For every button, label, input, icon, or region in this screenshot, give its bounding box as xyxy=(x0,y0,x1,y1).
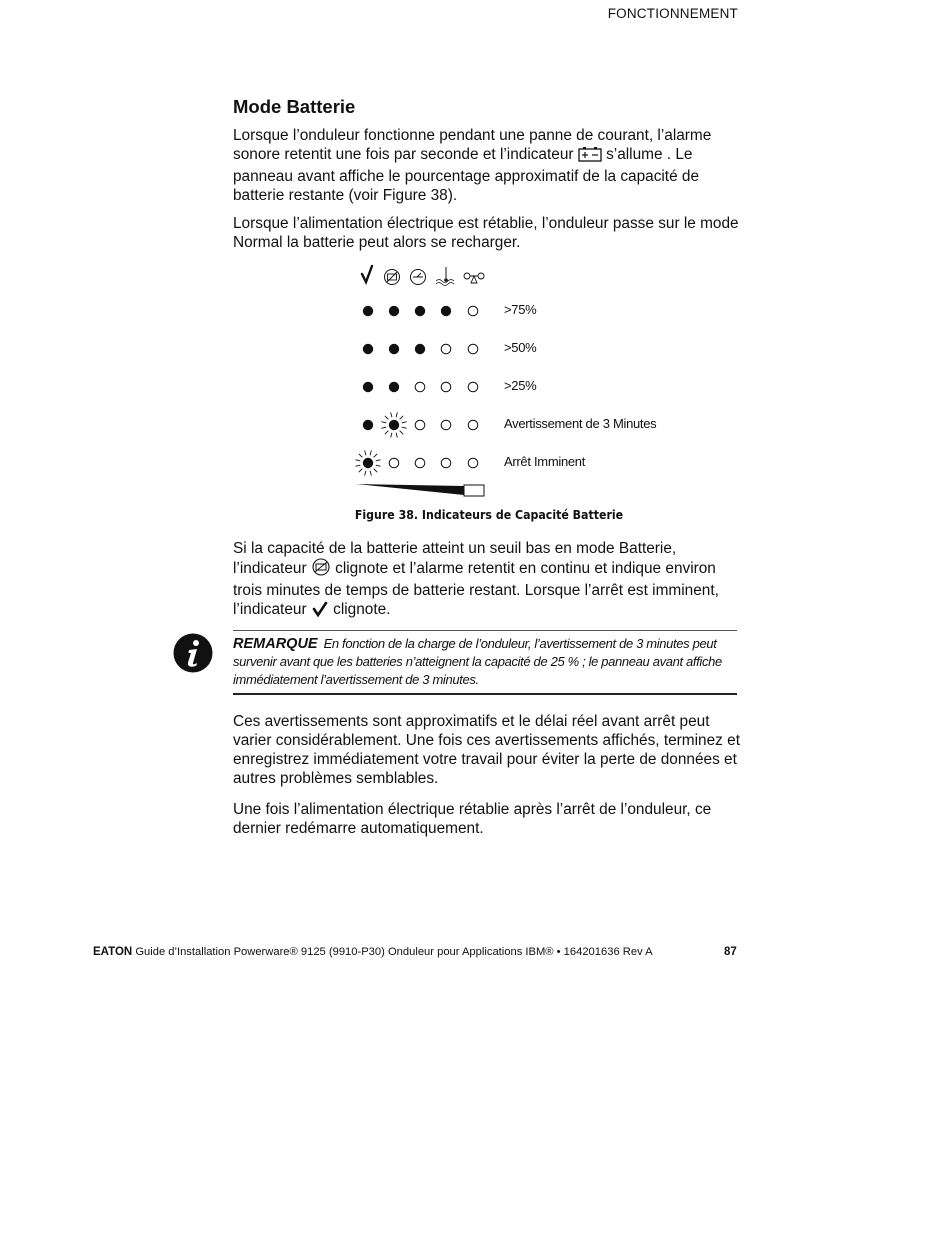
led-off xyxy=(389,458,399,468)
figure-row-label: >25% xyxy=(504,378,537,393)
figure-row-label: >50% xyxy=(504,340,537,355)
paragraph-1-text-a: Lorsque l’onduleur fonctionne pendant une panne de courant, l’alarme sonore retentit une fois par seconde et l’indicateur xyxy=(233,127,712,163)
note-box xyxy=(233,630,737,695)
bypass-icon xyxy=(411,270,426,285)
led-flashing xyxy=(381,412,406,437)
info-icon xyxy=(173,633,213,673)
led-on xyxy=(415,306,425,316)
led-on xyxy=(363,420,373,430)
led-off xyxy=(441,458,451,468)
note-title: REMARQUE xyxy=(233,636,318,652)
page-footer xyxy=(93,946,653,958)
paragraph-2: Lorsque l’alimentation électrique est rétablie, l’onduleur passe sur le mode Normal la batterie peut alors se recharger. xyxy=(233,215,739,251)
battery-warning-icon xyxy=(311,558,331,581)
led-off xyxy=(415,458,425,468)
indicator-panel-diagram xyxy=(350,262,500,502)
checkmark-icon xyxy=(311,601,329,622)
checkmark-icon xyxy=(362,266,372,282)
paragraph-1-text-b: s’allume . Le panneau avant affiche le pourcentage approximatif de la capacité de batterie restante (voir Figure 38). xyxy=(233,146,700,204)
led-off xyxy=(468,344,478,354)
figure-row-label: >75% xyxy=(504,302,537,317)
thermometer-icon xyxy=(436,267,454,286)
led-on xyxy=(389,382,399,392)
figure-row-label: Avertissement de 3 Minutes xyxy=(504,416,657,431)
led-on xyxy=(389,344,399,354)
battery-capacity-figure xyxy=(350,262,670,502)
led-flashing xyxy=(355,450,380,475)
paragraph-4: Ces avertissements sont approximatifs et le délai réel avant arrêt peut varier considérablement. Une fois ces avertissements affichés, terminez et enregistrez immédiatement votre travail pour éviter la perte de données et autres problèmes semblables. xyxy=(233,713,740,787)
battery-warning-icon xyxy=(385,270,400,285)
led-off xyxy=(441,344,451,354)
paragraph-3-text-c: clignote. xyxy=(333,601,391,618)
led-off xyxy=(468,306,478,316)
paragraph-1 xyxy=(233,126,745,205)
led-on xyxy=(363,344,373,354)
led-on xyxy=(441,306,451,316)
footer-brand: EATON xyxy=(93,946,133,958)
led-off xyxy=(441,420,451,430)
led-off xyxy=(441,382,451,392)
section-title: Mode Batterie xyxy=(233,96,356,117)
running-header: FONCTIONNEMENT xyxy=(607,6,738,21)
battery-level-wedge xyxy=(356,484,484,496)
paragraph-3-text-a: Si la capacité de la batterie atteint un seuil bas en mode Batterie, l’indicateur xyxy=(233,540,677,577)
load-icon xyxy=(464,273,484,283)
paragraph-5: Une fois l’alimentation électrique rétablie après l’arrêt de l’onduleur, ce dernier redémarre automatiquement. xyxy=(233,801,712,837)
figure-row-label: Arrêt Imminent xyxy=(504,454,586,469)
paragraph-3 xyxy=(233,539,745,622)
battery-icon xyxy=(578,146,602,167)
led-on xyxy=(389,306,399,316)
led-off xyxy=(468,420,478,430)
led-off xyxy=(415,382,425,392)
paragraph-3-text-b: clignote et l’alarme retentit en continu et indique environ trois minutes de temps de batterie restant. Lorsque l’arrêt est imminent, l’indicateur xyxy=(233,560,719,618)
led-on xyxy=(363,306,373,316)
page-number: 87 xyxy=(724,946,737,958)
footer-text: Guide d’Installation Powerware® 9125 (9910-P30) Onduleur pour Applications IBM® • 164201636 Rev A xyxy=(135,946,653,958)
led-off xyxy=(468,458,478,468)
figure-caption: Figure 38. Indicateurs de Capacité Batterie xyxy=(354,508,624,523)
led-on xyxy=(363,382,373,392)
led-off xyxy=(415,420,425,430)
note-text: En fonction de la charge de l’onduleur, l’avertissement de 3 minutes peut survenir avant que les batteries n’atteignent la capacité de 25 % ; le panneau avant affiche immédiatement l’avertissement de 3 minutes. xyxy=(233,636,722,687)
led-off xyxy=(468,382,478,392)
led-on xyxy=(415,344,425,354)
